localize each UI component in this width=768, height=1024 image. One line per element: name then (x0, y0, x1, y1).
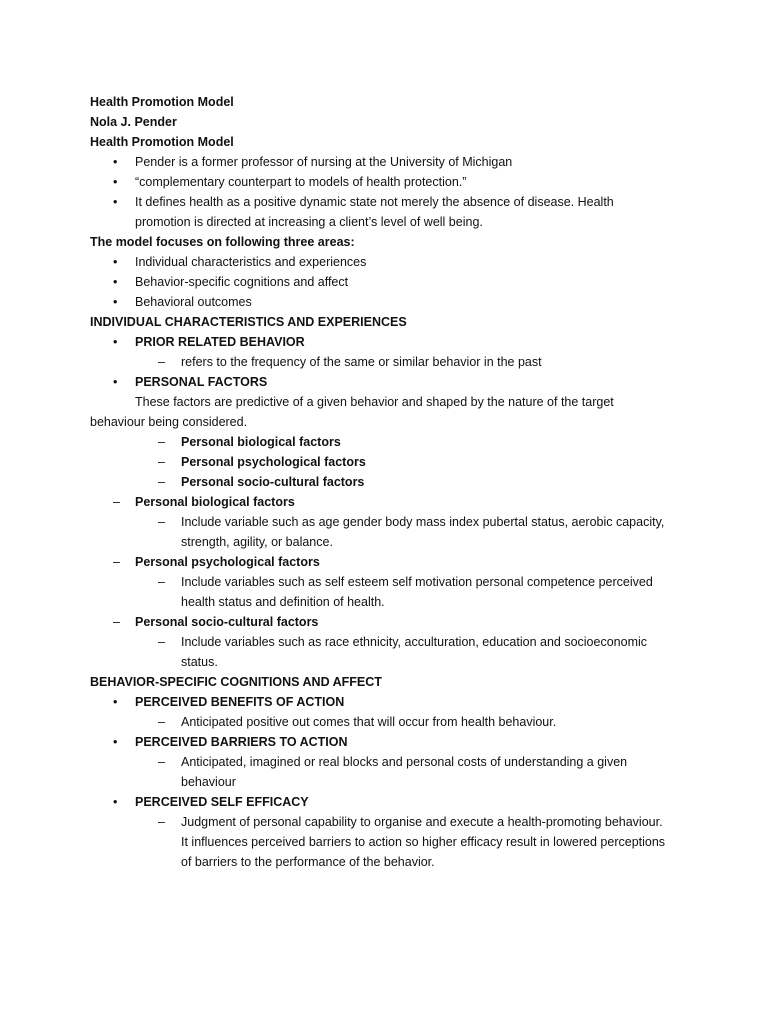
dash-marker: – (158, 755, 165, 769)
document-author: Nola J. Pender (90, 115, 177, 129)
ice-heading: INDIVIDUAL CHARACTERISTICS AND EXPERIENCES (90, 315, 407, 329)
personal-heading: PERSONAL FACTORS (135, 375, 268, 389)
document-title: Health Promotion Model (90, 95, 234, 109)
dash-marker: – (158, 715, 165, 729)
personal-list-item: Personal socio-cultural factors (181, 475, 365, 489)
efficacy-text: Judgment of personal capability to organise and execute a health-promoting behaviour. (181, 815, 663, 829)
dash-marker: – (158, 435, 165, 449)
bullet-marker: • (113, 375, 118, 389)
psych-text-continued: health status and definition of health. (181, 595, 385, 609)
psych-text: Include variables such as self esteem self motivation personal competence perceived (181, 575, 653, 589)
personal-text-continued: behaviour being considered. (90, 415, 248, 429)
area-item: Individual characteristics and experiences (135, 255, 367, 269)
section-title: Health Promotion Model (90, 135, 234, 149)
dash-marker: – (158, 355, 165, 369)
bullet-marker: • (113, 335, 118, 349)
bullet-marker: • (113, 795, 118, 809)
bio-text: Include variable such as age gender body mass index pubertal status, aerobic capacity, (181, 515, 665, 529)
intro-item: “complementary counterpart to models of health protection.” (135, 175, 467, 189)
bullet-marker: • (113, 175, 118, 189)
dash-marker: – (158, 455, 165, 469)
bullet-marker: • (113, 695, 118, 709)
area-item: Behavioral outcomes (135, 295, 252, 309)
barriers-heading: PERCEIVED BARRIERS TO ACTION (135, 735, 348, 749)
efficacy-text-continued: It influences perceived barriers to action so higher efficacy result in lowered perceptions (181, 835, 666, 849)
intro-item: Pender is a former professor of nursing at the University of Michigan (135, 155, 513, 169)
bio-text-continued: strength, agility, or balance. (181, 535, 333, 549)
bullet-marker: • (113, 155, 118, 169)
bio-heading: Personal biological factors (135, 495, 295, 509)
dash-marker: – (158, 575, 165, 589)
dash-marker: – (158, 515, 165, 529)
area-item: Behavior-specific cognitions and affect (135, 275, 349, 289)
efficacy-heading: PERCEIVED SELF EFFICACY (135, 795, 309, 809)
dash-marker: – (158, 815, 165, 829)
efficacy-text-continued: of barriers to the performance of the behavior. (181, 855, 435, 869)
socio-heading: Personal socio-cultural factors (135, 615, 319, 629)
psych-heading: Personal psychological factors (135, 555, 320, 569)
bullet-marker: • (113, 295, 118, 309)
intro-item: It defines health as a positive dynamic state not merely the absence of disease. Health (135, 195, 614, 209)
dash-marker: – (113, 615, 120, 629)
socio-text-continued: status. (181, 655, 218, 669)
dash-marker: – (158, 635, 165, 649)
bullet-marker: • (113, 195, 118, 209)
barriers-text: Anticipated, imagined or real blocks and personal costs of understanding a given (181, 755, 628, 769)
bullet-marker: • (113, 735, 118, 749)
prior-text: refers to the frequency of the same or similar behavior in the past (181, 355, 542, 369)
bsca-heading: BEHAVIOR-SPECIFIC COGNITIONS AND AFFECT (90, 675, 382, 689)
personal-text: These factors are predictive of a given behavior and shaped by the nature of the target (135, 395, 614, 409)
benefits-heading: PERCEIVED BENEFITS OF ACTION (135, 695, 345, 709)
intro-item-continued: promotion is directed at increasing a client’s level of well being. (135, 215, 483, 229)
personal-list-item: Personal biological factors (181, 435, 341, 449)
dash-marker: – (113, 555, 120, 569)
bullet-marker: • (113, 255, 118, 269)
dash-marker: – (158, 475, 165, 489)
barriers-text-continued: behaviour (181, 775, 236, 789)
dash-marker: – (113, 495, 120, 509)
socio-text: Include variables such as race ethnicity, acculturation, education and socioeconomic (181, 635, 648, 649)
benefits-text: Anticipated positive out comes that will occur from health behaviour. (181, 715, 557, 729)
bullet-marker: • (113, 275, 118, 289)
focus-heading: The model focuses on following three areas: (90, 235, 355, 249)
personal-list-item: Personal psychological factors (181, 455, 366, 469)
prior-heading: PRIOR RELATED BEHAVIOR (135, 335, 305, 349)
